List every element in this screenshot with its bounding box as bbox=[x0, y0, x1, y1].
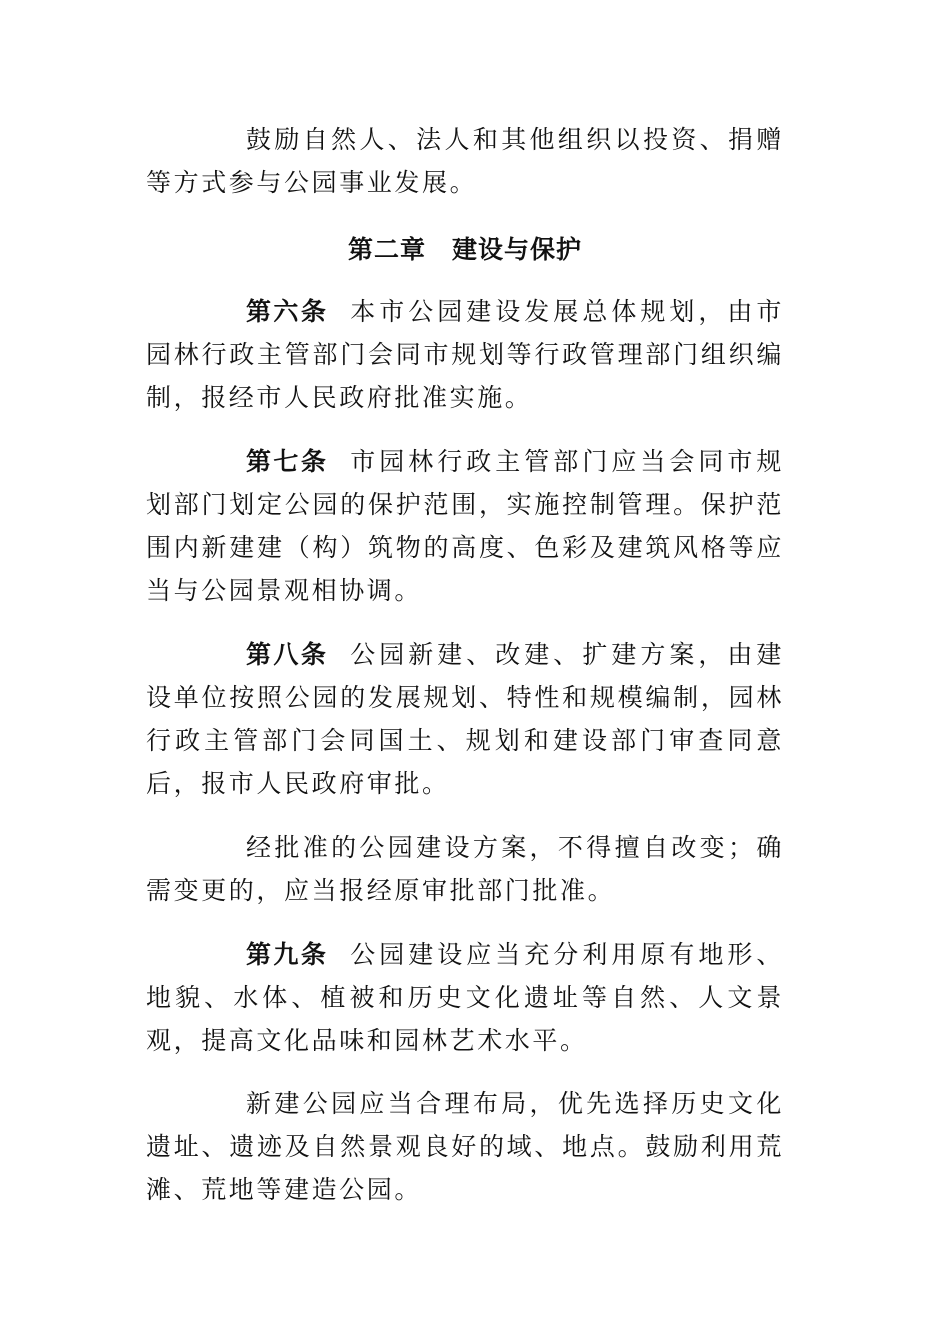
article-8-supplement bbox=[146, 826, 784, 912]
article-9-supplement bbox=[146, 1082, 784, 1211]
article-6 bbox=[146, 290, 784, 419]
paragraph-investment-encouragement bbox=[146, 118, 784, 204]
paragraph-text: 新建公园应当合理布局，优先选择历史文化遗址、遗迹及自然景观良好的域、地点。鼓励利用荒滩、荒地等建造公园。 bbox=[146, 1089, 784, 1204]
article-text: 公园建设应当充分利用原有地形、地貌、水体、植被和历史文化遗址等自然、人文景观，提高文化品味和园林艺术水平。 bbox=[146, 940, 784, 1055]
article-text: 市园林行政主管部门应当会同市规划部门划定公园的保护范围，实施控制管理。保护范围内新建建（构）筑物的高度、色彩及建筑风格等应当与公园景观相协调。 bbox=[146, 447, 784, 605]
article-label: 第八条 bbox=[246, 640, 329, 669]
chapter-number: 第二章 bbox=[347, 235, 426, 264]
paragraph-text: 鼓励自然人、法人和其他组织以投资、捐赠等方式参与公园事业发展。 bbox=[146, 125, 784, 197]
chapter-title: 建设与保护 bbox=[452, 235, 583, 264]
article-label: 第七条 bbox=[246, 447, 329, 476]
article-text: 公园新建、改建、扩建方案，由建设单位按照公园的发展规划、特性和规模编制，园林行政主管部门会同国土、规划和建设部门审查同意后，报市人民政府审批。 bbox=[146, 640, 784, 798]
article-label: 第六条 bbox=[246, 297, 329, 326]
paragraph-text: 经批准的公园建设方案，不得擅自改变；确需变更的，应当报经原审批部门批准。 bbox=[146, 833, 784, 905]
article-text: 本市公园建设发展总体规划，由市园林行政主管部门会同市规划等行政管理部门组织编制，报经市人民政府批准实施。 bbox=[146, 297, 784, 412]
article-8 bbox=[146, 633, 784, 805]
article-label: 第九条 bbox=[246, 940, 329, 969]
article-9 bbox=[146, 933, 784, 1062]
article-7 bbox=[146, 440, 784, 612]
chapter-heading bbox=[146, 228, 784, 271]
